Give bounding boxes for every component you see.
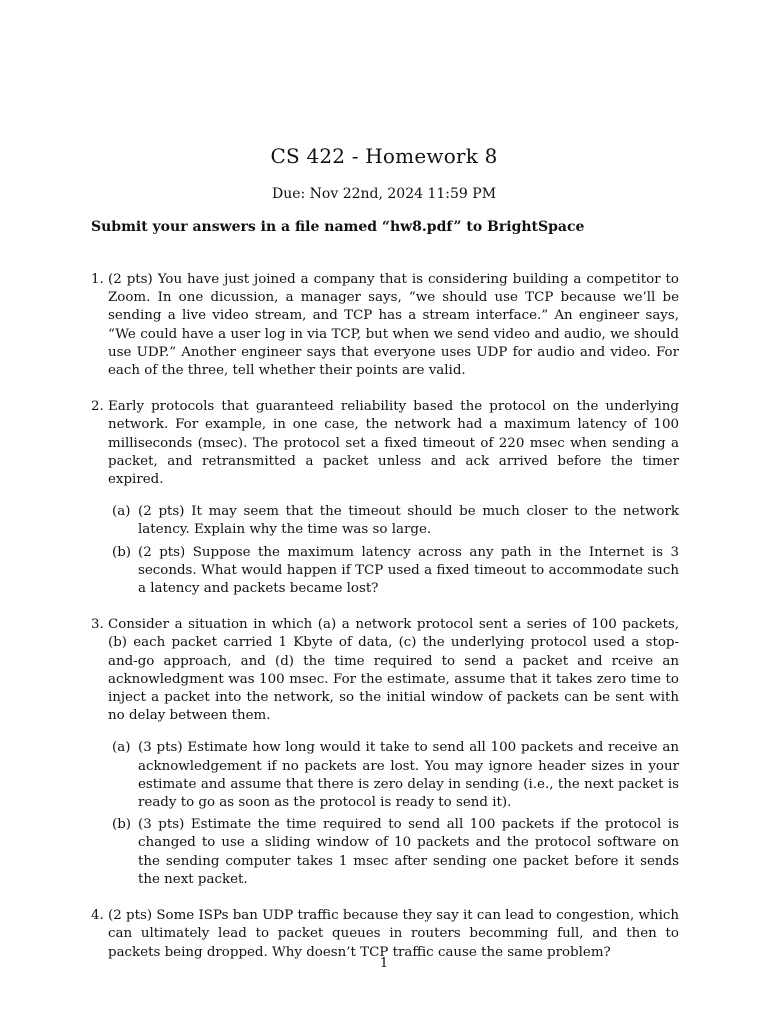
question-parts	[108, 739, 679, 889]
question-number: 1.	[91, 272, 104, 287]
question-part-a	[112, 503, 679, 539]
page-title: CS 422 - Homework 8	[270, 144, 498, 168]
question-2	[91, 398, 679, 598]
part-label: (a)	[112, 740, 131, 756]
question-number: 2.	[91, 399, 104, 415]
question-text: (2 pts) You have just joined a company that is considering building a competitor to Zoom. In one dicussion, a manager says, “we should use TCP because we’ll be sending a live video stream, and TCP has a stream interface.” An engineer says, “We could have a user log in via TCP, but when we send video and audio, we should use UDP.” Another engineer says that everyone uses UDP for audio and video. For each of the three, tell whether their points are valid.	[108, 272, 679, 379]
question-4	[91, 907, 679, 962]
question-part-b	[112, 544, 679, 599]
question-1	[91, 271, 679, 380]
part-text: (3 pts) Estimate the time required to send all 100 packets if the protocol is changed to use a sliding window of 10 packets and the protocol software on the sending computer takes 1 msec after sending one packet before it sends the next packet.	[138, 817, 679, 887]
question-number: 3.	[91, 617, 104, 633]
part-label: (a)	[112, 504, 131, 520]
page-number: 1	[379, 956, 389, 971]
due-date: Due: Nov 22nd, 2024 11:59 PM	[271, 186, 497, 202]
question-text: (2 pts) Some ISPs ban UDP traffic because they say it can lead to congestion, which can ultimately lead to packet queues in routers becomming full, and then to packets being dropped. Why doesn’t TCP traffic cause the same problem?	[108, 908, 679, 960]
part-text: (3 pts) Estimate how long would it take to send all 100 packets and receive an acknowledgement if no packets are lost. You may ignore header sizes in your estimate and assume that there is zero delay in sending (i.e., the next packet is ready to go as soon as the protocol is ready to send it).	[138, 740, 679, 811]
question-list	[91, 271, 679, 962]
part-text: (2 pts) Suppose the maximum latency across any path in the Internet is 3 seconds. What would happen if TCP used a fixed timeout to accommodate such a latency and packets became lost?	[138, 544, 679, 597]
question-text: Early protocols that guaranteed reliability based the protocol on the underlying network. For example, in one case, the network had a maximum latency of 100 milliseconds (msec). The protocol set a fixed timeout of 220 msec when sending a packet, and retransmitted a packet unless and ack arrived before the timer expired.	[108, 399, 679, 488]
question-parts	[108, 503, 679, 598]
question-part-b	[112, 816, 679, 889]
part-text: (2 pts) It may seem that the timeout should be much closer to the network latency. Explain why the time was so large.	[138, 504, 679, 538]
part-label: (b)	[112, 817, 132, 833]
question-3	[91, 616, 679, 889]
question-number: 4.	[91, 908, 104, 924]
question-part-a	[112, 739, 679, 812]
submit-instruction: Submit your answers in a file named “hw8.pdf” to BrightSpace	[91, 219, 585, 235]
part-label: (b)	[112, 544, 132, 560]
question-text: Consider a situation in which (a) a network protocol sent a series of 100 packets, (b) each packet carried 1 Kbyte of data, (c) the underlying protocol used a stop-and-go approach, and (d) the time required to send a packet and rceive an acknowledgment was 100 msec. For the estimate, assume that it takes zero time to inject a packet into the network, so the initial window of packets can be sent with no delay between them.	[108, 617, 679, 724]
